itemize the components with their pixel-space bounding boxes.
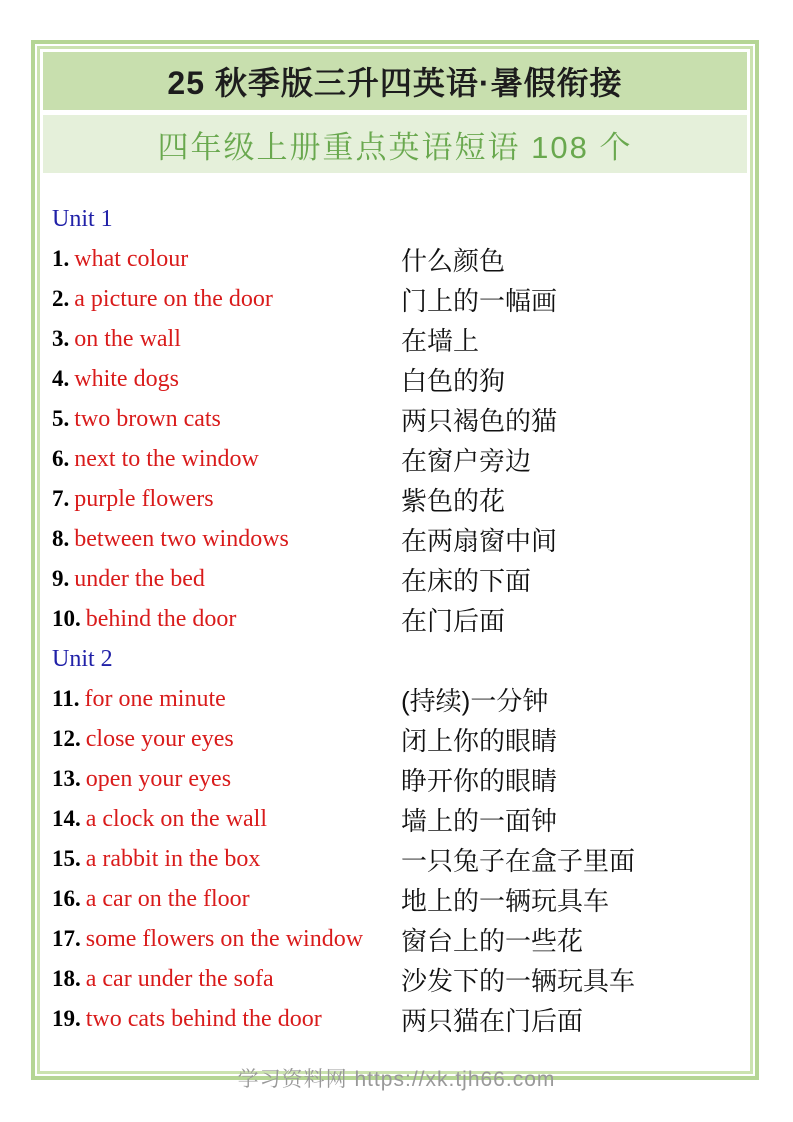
english-phrase: purple flowers <box>74 485 214 512</box>
english-phrase: open your eyes <box>85 765 232 792</box>
item-number: 18. <box>52 966 81 991</box>
unit-heading: Unit 1 <box>52 205 113 232</box>
item-number: 6. <box>52 446 70 471</box>
phrase-row <box>52 799 747 839</box>
english-phrase: a rabbit in the box <box>85 845 261 872</box>
chinese-translation: 睁开你的眼睛 <box>401 765 558 796</box>
chinese-translation: 门上的一幅画 <box>401 285 558 316</box>
phrase-row <box>52 319 747 359</box>
english-phrase: a clock on the wall <box>85 805 268 832</box>
chinese-translation: 两只褐色的猫 <box>401 405 558 436</box>
english-phrase: white dogs <box>74 365 179 392</box>
english-phrase: a car under the sofa <box>85 965 274 992</box>
phrase-row <box>52 479 747 519</box>
decorative-frame <box>31 40 759 1080</box>
phrase-list <box>43 199 747 1039</box>
chinese-translation: 在窗户旁边 <box>401 445 532 476</box>
english-phrase: on the wall <box>74 325 181 352</box>
english-phrase: two brown cats <box>74 405 221 432</box>
chinese-translation: 在两扇窗中间 <box>401 525 558 556</box>
chinese-translation: 在床的下面 <box>401 565 532 596</box>
item-number: 19. <box>52 1006 81 1031</box>
phrase-row <box>52 999 747 1039</box>
item-number: 10. <box>52 606 81 631</box>
phrase-row <box>52 759 747 799</box>
phrase-row <box>52 239 747 279</box>
item-number: 13. <box>52 766 81 791</box>
item-number: 15. <box>52 846 81 871</box>
page-title: 25 秋季版三升四英语·暑假衔接 <box>167 65 623 101</box>
item-number: 16. <box>52 886 81 911</box>
english-phrase: close your eyes <box>85 725 234 752</box>
unit-heading: Unit 2 <box>52 645 113 672</box>
phrase-row <box>52 879 747 919</box>
phrase-row <box>52 599 747 639</box>
chinese-translation: 在墙上 <box>401 325 480 356</box>
english-phrase: next to the window <box>74 445 259 472</box>
chinese-translation: 两只猫在门后面 <box>401 1005 584 1036</box>
english-phrase: some flowers on the window <box>85 925 364 952</box>
item-number: 8. <box>52 526 70 551</box>
item-number: 14. <box>52 806 81 831</box>
phrase-row <box>52 679 747 719</box>
decorative-frame-inner <box>37 46 753 1074</box>
chinese-translation: 地上的一辆玩具车 <box>401 885 610 916</box>
chinese-translation: 窗台上的一些花 <box>401 925 584 956</box>
item-number: 9. <box>52 566 70 591</box>
chinese-translation: 紫色的花 <box>401 485 506 516</box>
english-phrase: under the bed <box>74 565 205 592</box>
chinese-translation: 白色的狗 <box>401 365 506 396</box>
phrase-row <box>52 719 747 759</box>
english-phrase: two cats behind the door <box>85 1005 322 1032</box>
item-number: 7. <box>52 486 70 511</box>
english-phrase: between two windows <box>74 525 289 552</box>
chinese-translation: (持续)一分钟 <box>401 685 549 716</box>
english-phrase: a picture on the door <box>74 285 273 312</box>
chinese-translation: 一只兔子在盒子里面 <box>401 845 636 876</box>
phrase-row <box>52 519 747 559</box>
phrase-row <box>52 559 747 599</box>
phrase-row <box>52 439 747 479</box>
chinese-translation: 什么颜色 <box>401 245 506 276</box>
english-phrase: a car on the floor <box>85 885 250 912</box>
english-phrase: for one minute <box>84 685 226 712</box>
phrase-row <box>52 919 747 959</box>
item-number: 12. <box>52 726 81 751</box>
phrase-row <box>52 399 747 439</box>
item-number: 1. <box>52 246 70 271</box>
chinese-translation: 墙上的一面钟 <box>401 805 558 836</box>
phrase-row <box>52 959 747 999</box>
item-number: 2. <box>52 286 70 311</box>
english-phrase: behind the door <box>85 605 237 632</box>
item-number: 17. <box>52 926 81 951</box>
phrase-row <box>52 279 747 319</box>
footer-watermark: 学习资料网 https://xk.tjh66.com <box>237 1068 556 1091</box>
chinese-translation: 沙发下的一辆玩具车 <box>401 965 636 996</box>
phrase-row <box>52 839 747 879</box>
page-subtitle: 四年级上册重点英语短语 108 个 <box>157 129 633 165</box>
item-number: 11. <box>52 686 80 711</box>
chinese-translation: 闭上你的眼睛 <box>401 725 558 756</box>
item-number: 3. <box>52 326 70 351</box>
chinese-translation: 在门后面 <box>401 605 506 636</box>
item-number: 4. <box>52 366 70 391</box>
english-phrase: what colour <box>74 245 189 272</box>
item-number: 5. <box>52 406 70 431</box>
subtitle-band <box>43 115 747 173</box>
phrase-row <box>52 359 747 399</box>
header-band <box>43 52 747 110</box>
